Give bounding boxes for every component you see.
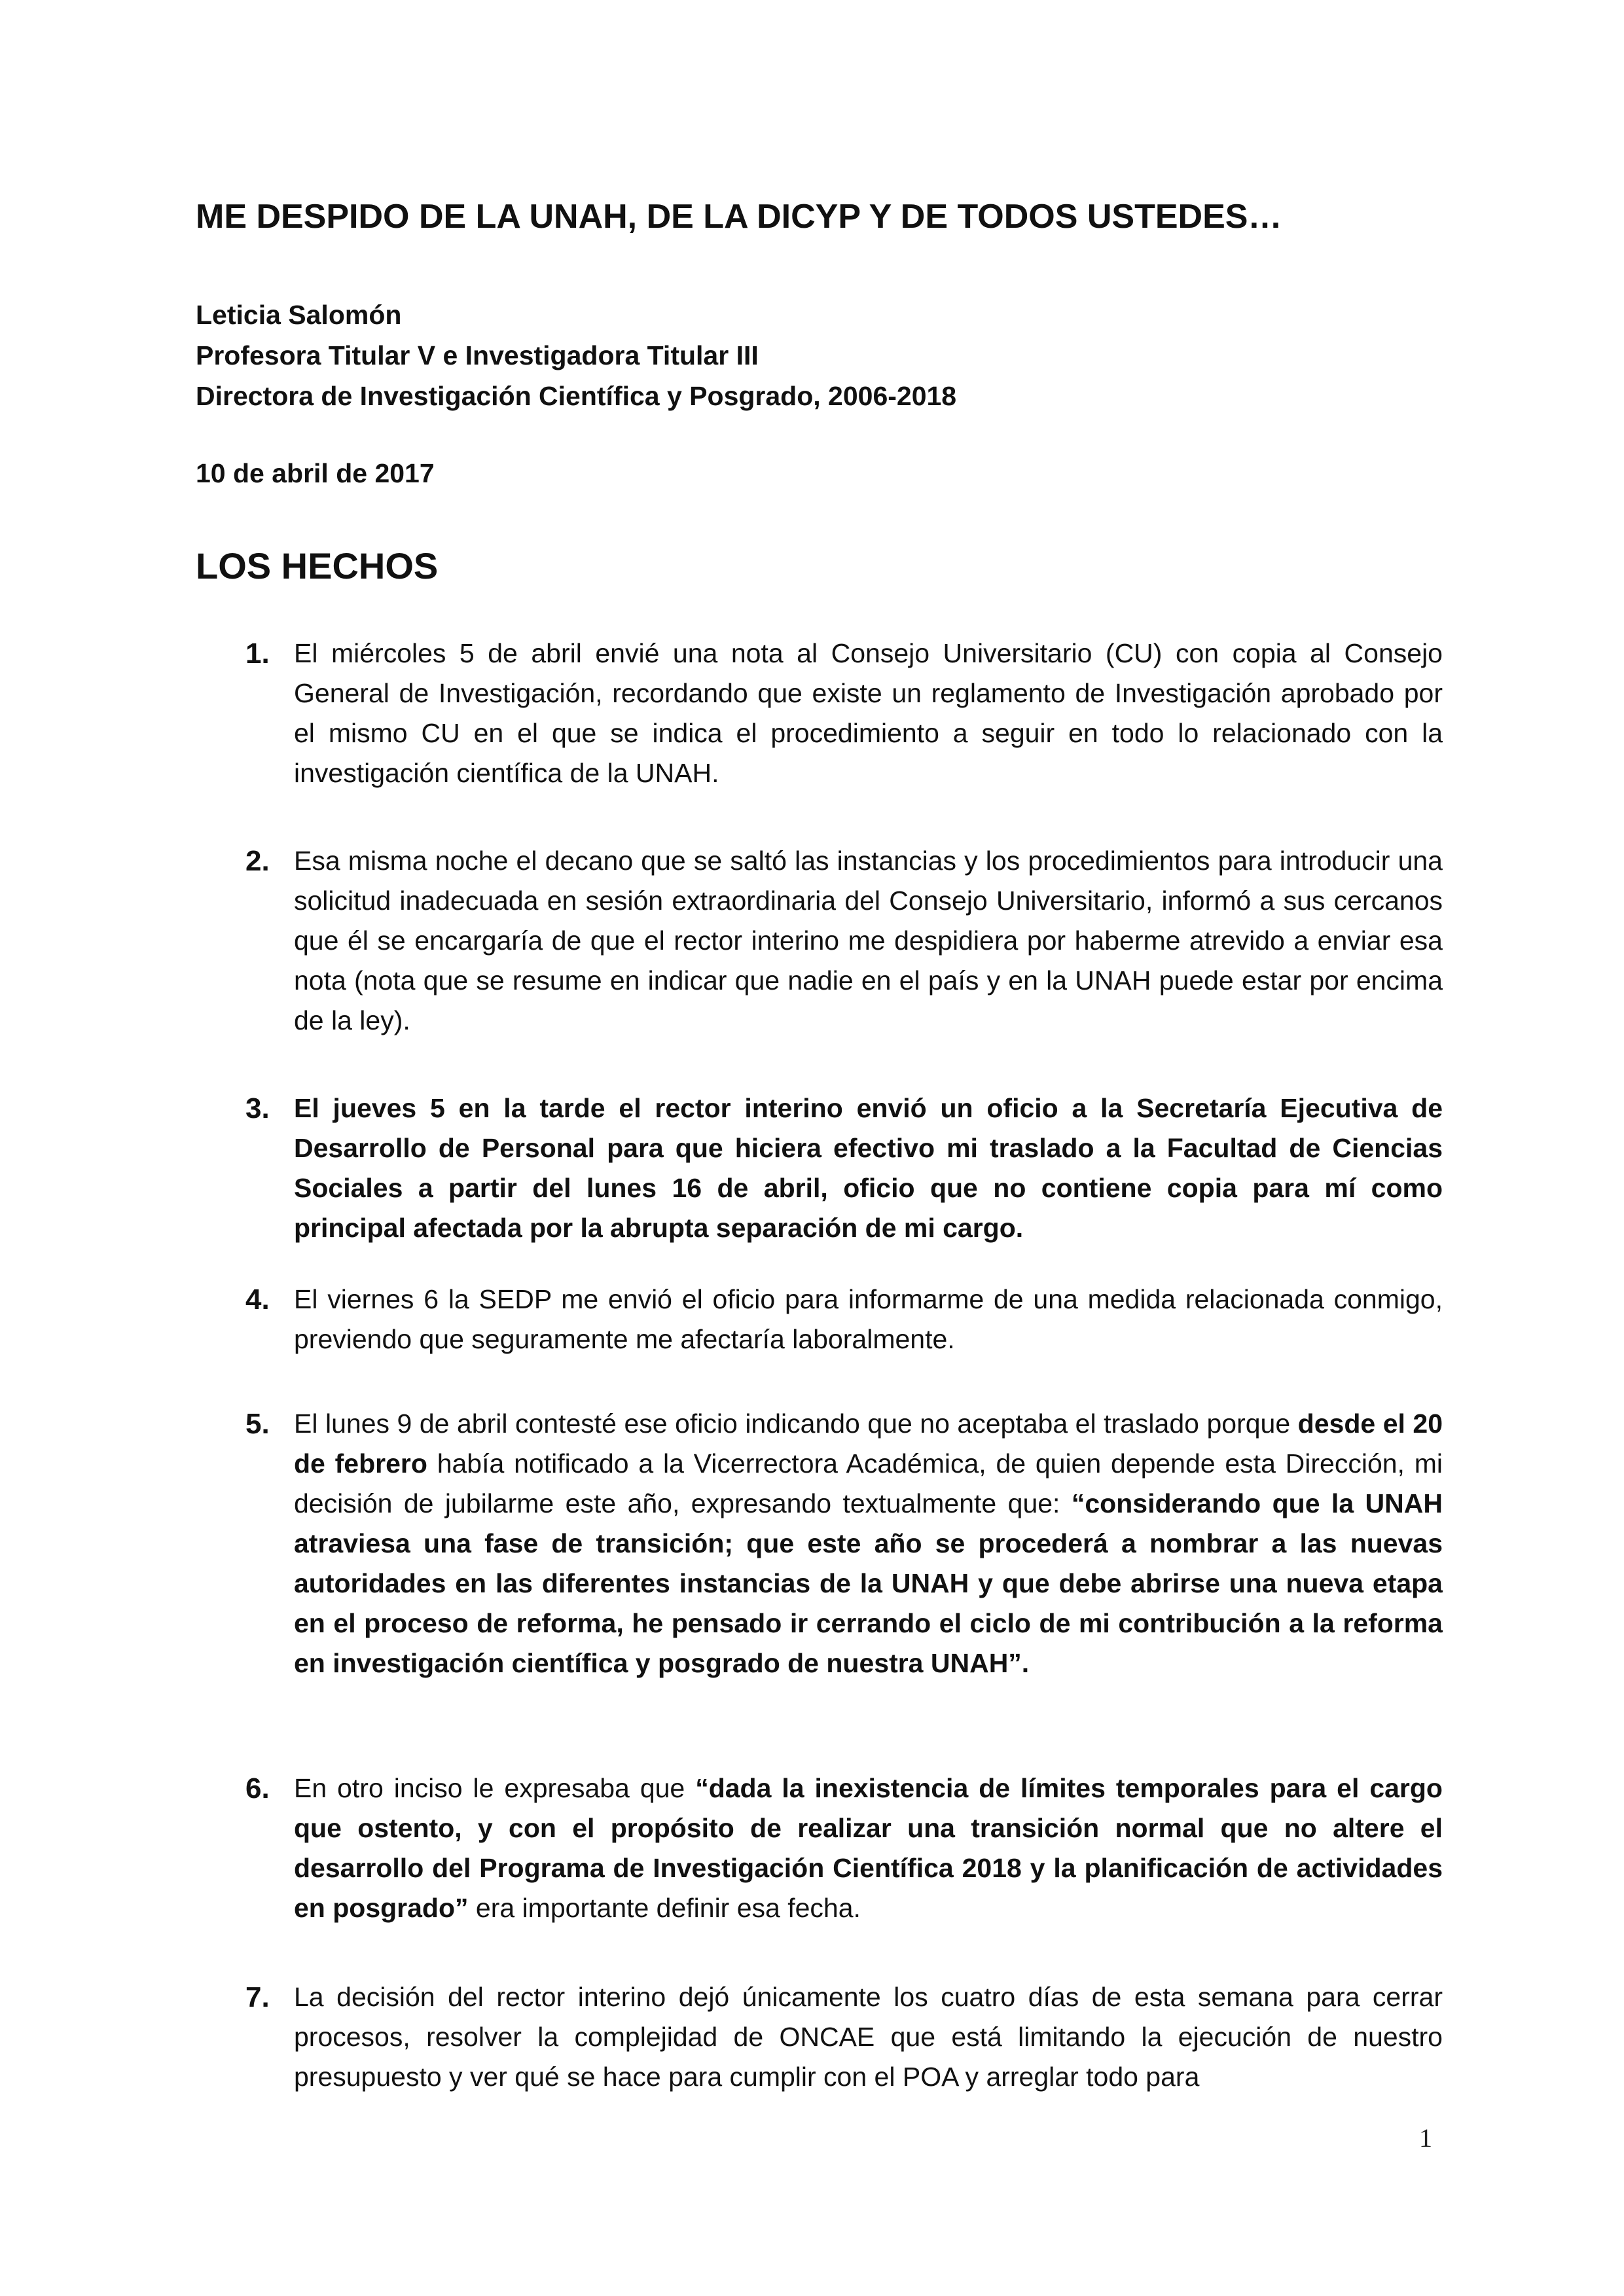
list-item <box>196 1088 1443 1248</box>
document-title: ME DESPIDO DE LA UNAH, DE LA DICYP Y DE TODOS USTEDES… <box>196 198 1282 236</box>
list-item-text <box>294 841 1443 1041</box>
item-text-bold: desde el 20 de febrero <box>294 1408 1443 1479</box>
list-item-text <box>294 1280 1443 1359</box>
item-text: La decisión del rector interino dejó únicamente los cuatro días de esta semana para cerrar procesos, resolver la complejidad de ONCAE que está limitando la ejecución de nuestro presupuesto y ver qué se hace para cumplir con el POA y arreglar todo para <box>294 1982 1443 2092</box>
item-text: El lunes 9 de abril contesté ese oficio indicando que no aceptaba el traslado porque <box>294 1408 1298 1439</box>
item-text: Esa misma noche el decano que se saltó las instancias y los procedimientos para introducir una solicitud inadecuada en sesión extraordinaria del Consejo Universitario, informó a sus cercanos que él se encargaría de que el rector interino me despidiera por haberme atrevido a enviar esa nota (nota que se resume en indicar que nadie en el país y en la UNAH puede estar por encima de la ley). <box>294 846 1443 1035</box>
list-item-number: 4. <box>245 1283 270 1316</box>
document-date: 10 de abril de 2017 <box>196 458 435 488</box>
list-item <box>196 634 1443 793</box>
list-item-number: 6. <box>245 1772 270 1804</box>
item-text: era importante definir esa fecha. <box>468 1893 861 1923</box>
list-item <box>196 1768 1443 1928</box>
author-name: Leticia Salomón <box>196 300 402 330</box>
item-text-bold: El jueves 5 en la tarde el rector interino envió un oficio a la Secretaría Ejecutiva de Desarrollo de Personal para que hiciera efectivo mi traslado a la Facultad de Ciencias Sociales a partir del lunes 16 de abril, oficio que no contiene copia para mí como principal afectada por la abrupta separación de mi cargo. <box>294 1093 1443 1243</box>
author-position: Profesora Titular V e Investigadora Titular III <box>196 340 759 370</box>
section-heading: LOS HECHOS <box>196 545 439 586</box>
list-item-text <box>294 1404 1443 1683</box>
list-item-number: 1. <box>245 637 270 670</box>
list-item-number: 7. <box>245 1981 270 2013</box>
author-block <box>196 295 1439 416</box>
list-item-text <box>294 634 1443 793</box>
list-item <box>196 1977 1443 2097</box>
list-item-text <box>294 1768 1443 1928</box>
author-position-director: Directora de Investigación Científica y Posgrado, 2006-2018 <box>196 381 957 411</box>
page-number: 1 <box>1419 2123 1432 2153</box>
list-item-number: 5. <box>245 1408 270 1440</box>
item-text: En otro inciso le expresaba que <box>294 1773 696 1803</box>
list-item <box>196 1280 1443 1359</box>
list-item-text <box>294 1977 1443 2097</box>
list-item-number: 2. <box>245 845 270 877</box>
list-item <box>196 841 1443 1041</box>
item-quote-bold: “dada la inexistencia de límites temporales para el cargo que ostento, y con el propósito de realizar una transición normal que no altere el desarrollo del Programa de Investigación Científica 2018 y la planificación de actividades en posgrado” <box>294 1773 1443 1923</box>
item-text: había notificado a la Vicerrectora Académica, de quien depende esta Dirección, mi decisión de jubilarme este año, expresando textualmente que: <box>294 1448 1443 1518</box>
item-quote-bold: “considerando que la UNAH atraviesa una fase de transición; que este año se procederá a nombrar a las nuevas autoridades en las diferentes instancias de la UNAH y que debe abrirse una nueva etapa en el proceso de reforma, he pensado ir cerrando el ciclo de mi contribución a la reforma en investigación científica y posgrado de nuestra UNAH”. <box>294 1488 1443 1678</box>
list-item <box>196 1404 1443 1683</box>
list-item-text <box>294 1088 1443 1248</box>
item-text: El miércoles 5 de abril envié una nota al Consejo Universitario (CU) con copia al Consejo General de Investigación, recordando que existe un reglamento de Investigación aprobado por el mismo CU en el que se indica el procedimiento a seguir en todo lo relacionado con la investigación científica de la UNAH. <box>294 638 1443 788</box>
list-item-number: 3. <box>245 1092 270 1124</box>
item-text: El viernes 6 la SEDP me envió el oficio para informarme de una medida relacionada conmigo, previendo que seguramente me afectaría laboralmente. <box>294 1284 1443 1354</box>
